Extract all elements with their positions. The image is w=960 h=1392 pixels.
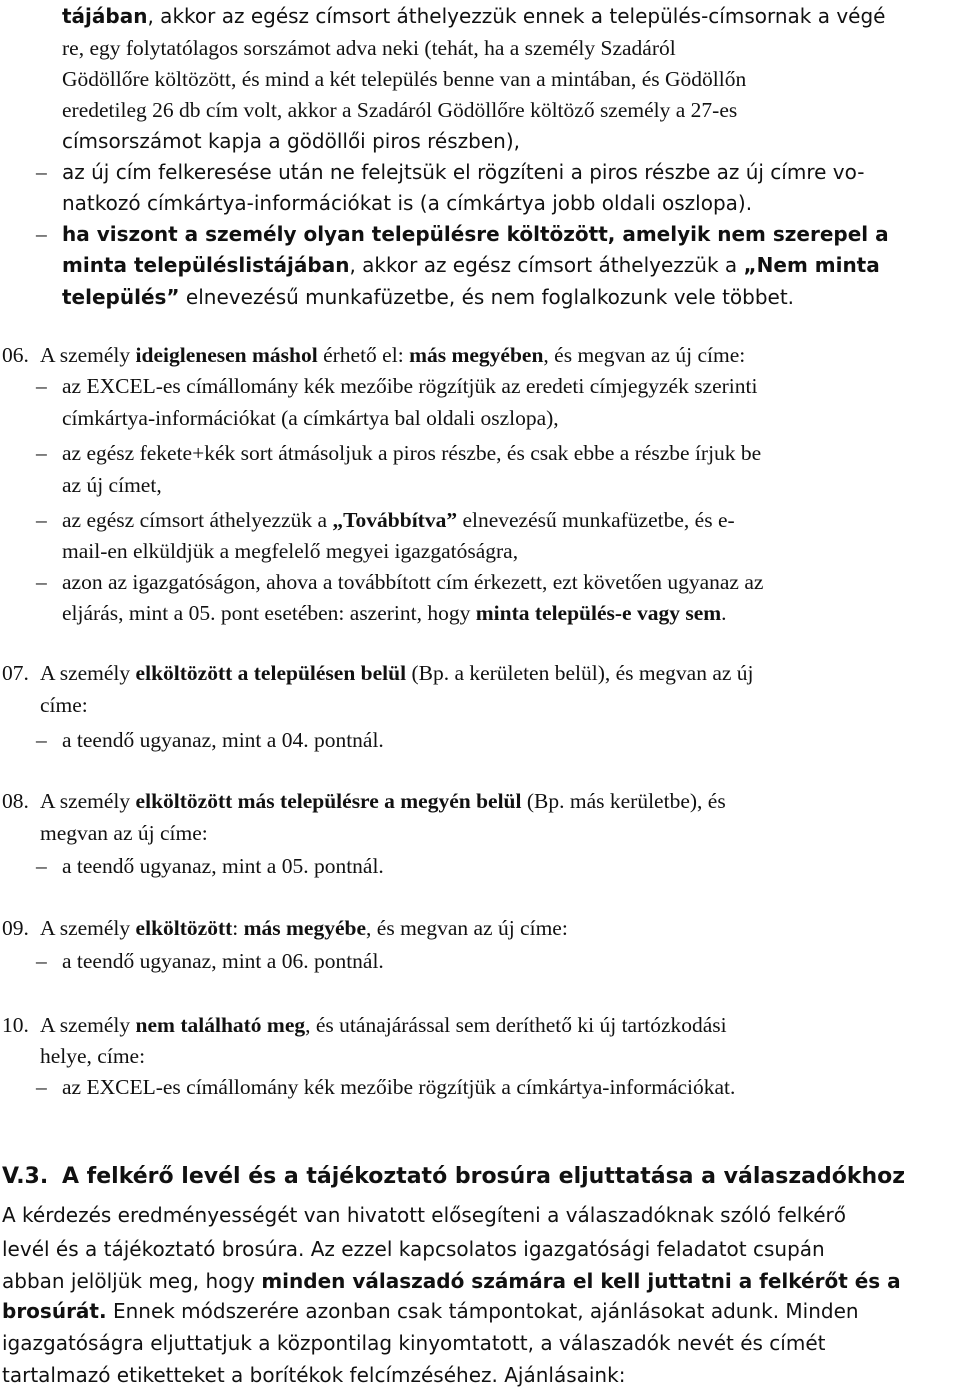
text-line: megvan az új címe: [40,821,208,845]
list-dash: – [36,222,47,246]
text-line: az EXCEL-es címállomány kék mezőibe rögzítjük a címkártya-információkat. [62,1075,736,1099]
text-line: abban jelöljük meg, hogy minden válaszadó számára el kell juttatni a felkérőt és a [2,1269,901,1293]
text-line: az egész fekete+kék sort átmásoljuk a piros részbe, és csak ebbe a részbe írjuk be [62,441,762,465]
text-line: azon az igazgatóságon, ahova a továbbított cím érkezett, ezt követően ugyanaz az [62,570,764,594]
text-line: az új címet, [62,473,162,497]
text-line: 09. [2,916,29,940]
list-dash: – [36,854,47,878]
list-dash: – [36,374,47,398]
text-line: település” elnevezésű munkafüzetbe, és nem foglalkozunk vele többet. [62,285,795,309]
list-dash: – [36,949,47,973]
list-dash: – [36,1075,47,1099]
text-line: 06. [2,343,29,367]
text-line: A személy elköltözött a településen belül (Bp. a kerületen belül), és megvan az új [40,661,754,685]
text-line: tartalmazó etiketteket a borítékok felcímzéséhez. Ajánlásaink: [2,1363,626,1387]
text-line: helye, címe: [40,1044,146,1068]
text-line: A kérdezés eredményességét van hivatott elősegíteni a válaszadóknak szóló felkérő [2,1203,846,1227]
text-line: mail-en elküldjük a megfelelő megyei igazgatóságra, [62,539,519,563]
text-line: az egész címsort áthelyezzük a „Továbbítva” elnevezésű munkafüzetbe, és e- [62,508,735,532]
text-line: levél és a tájékoztató brosúra. Az ezzel kapcsolatos igazgatósági feladatot csupán [2,1237,825,1261]
text-line: A felkérő levél és a tájékoztató brosúra eljuttatása a válaszadókhoz [62,1164,906,1189]
text-line: eredetileg 26 db cím volt, akkor a Szadáról Gödöllőre költöző személy a 27-es [62,98,738,122]
text-line: minta településlistájában, akkor az egész címsort áthelyezzük a „Nem minta [62,253,880,277]
text-line: A személy elköltözött más településre a megyén belül (Bp. más kerületbe), és [40,789,726,813]
text-line: címkártya-információkat (a címkártya bal oldali oszlopa), [62,406,559,430]
text-line: tájában, akkor az egész címsort áthelyezzük ennek a település-címsornak a végé [62,4,886,28]
list-dash: – [36,160,47,184]
text-line: a teendő ugyanaz, mint a 06. pontnál. [62,949,384,973]
text-line: az új cím felkeresése után ne felejtsük el rögzíteni a piros részbe az új címre vo- [62,160,865,184]
list-dash: – [36,508,47,532]
text-line: A személy ideiglenesen máshol érhető el: más megyében, és megvan az új címe: [40,343,746,367]
list-dash: – [36,441,47,465]
text-line: az EXCEL-es címállomány kék mezőibe rögzítjük az eredeti címjegyzék szerinti [62,374,758,398]
text-line: címe: [40,693,88,717]
text-line: re, egy folytatólagos sorszámot adva neki (tehát, ha a személy Szadáról [62,36,676,60]
text-line: ha viszont a személy olyan településre költözött, amelyik nem szerepel a [62,222,889,246]
text-line: 08. [2,789,29,813]
text-line: 10. [2,1013,29,1037]
text-line: Gödöllőre költözött, és mind a két település benne van a mintában, és Gödöllőn [62,67,747,91]
text-line: a teendő ugyanaz, mint a 05. pontnál. [62,854,384,878]
text-line: V.3. [2,1164,49,1189]
text-line: brosúrát. Ennek módszerére azonban csak támpontokat, ajánlásokat adunk. Minden [2,1299,859,1323]
list-dash: – [36,570,47,594]
text-line: a teendő ugyanaz, mint a 04. pontnál. [62,728,384,752]
text-line: igazgatóságra eljuttatjuk a központilag kinyomtatott, a válaszadók nevét és címét [2,1331,826,1355]
text-line: 07. [2,661,29,685]
text-line: natkozó címkártya-információkat is (a címkártya jobb oldali oszlopa). [62,191,753,215]
list-dash: – [36,728,47,752]
text-line: címsorszámot kapja a gödöllői piros részben), [62,129,520,153]
text-line: A személy elköltözött: más megyébe, és megvan az új címe: [40,916,568,940]
text-line: eljárás, mint a 05. pont esetében: aszerint, hogy minta település-e vagy sem. [62,601,727,625]
text-line: A személy nem található meg, és utánajárással sem deríthető ki új tartózkodási [40,1013,727,1037]
